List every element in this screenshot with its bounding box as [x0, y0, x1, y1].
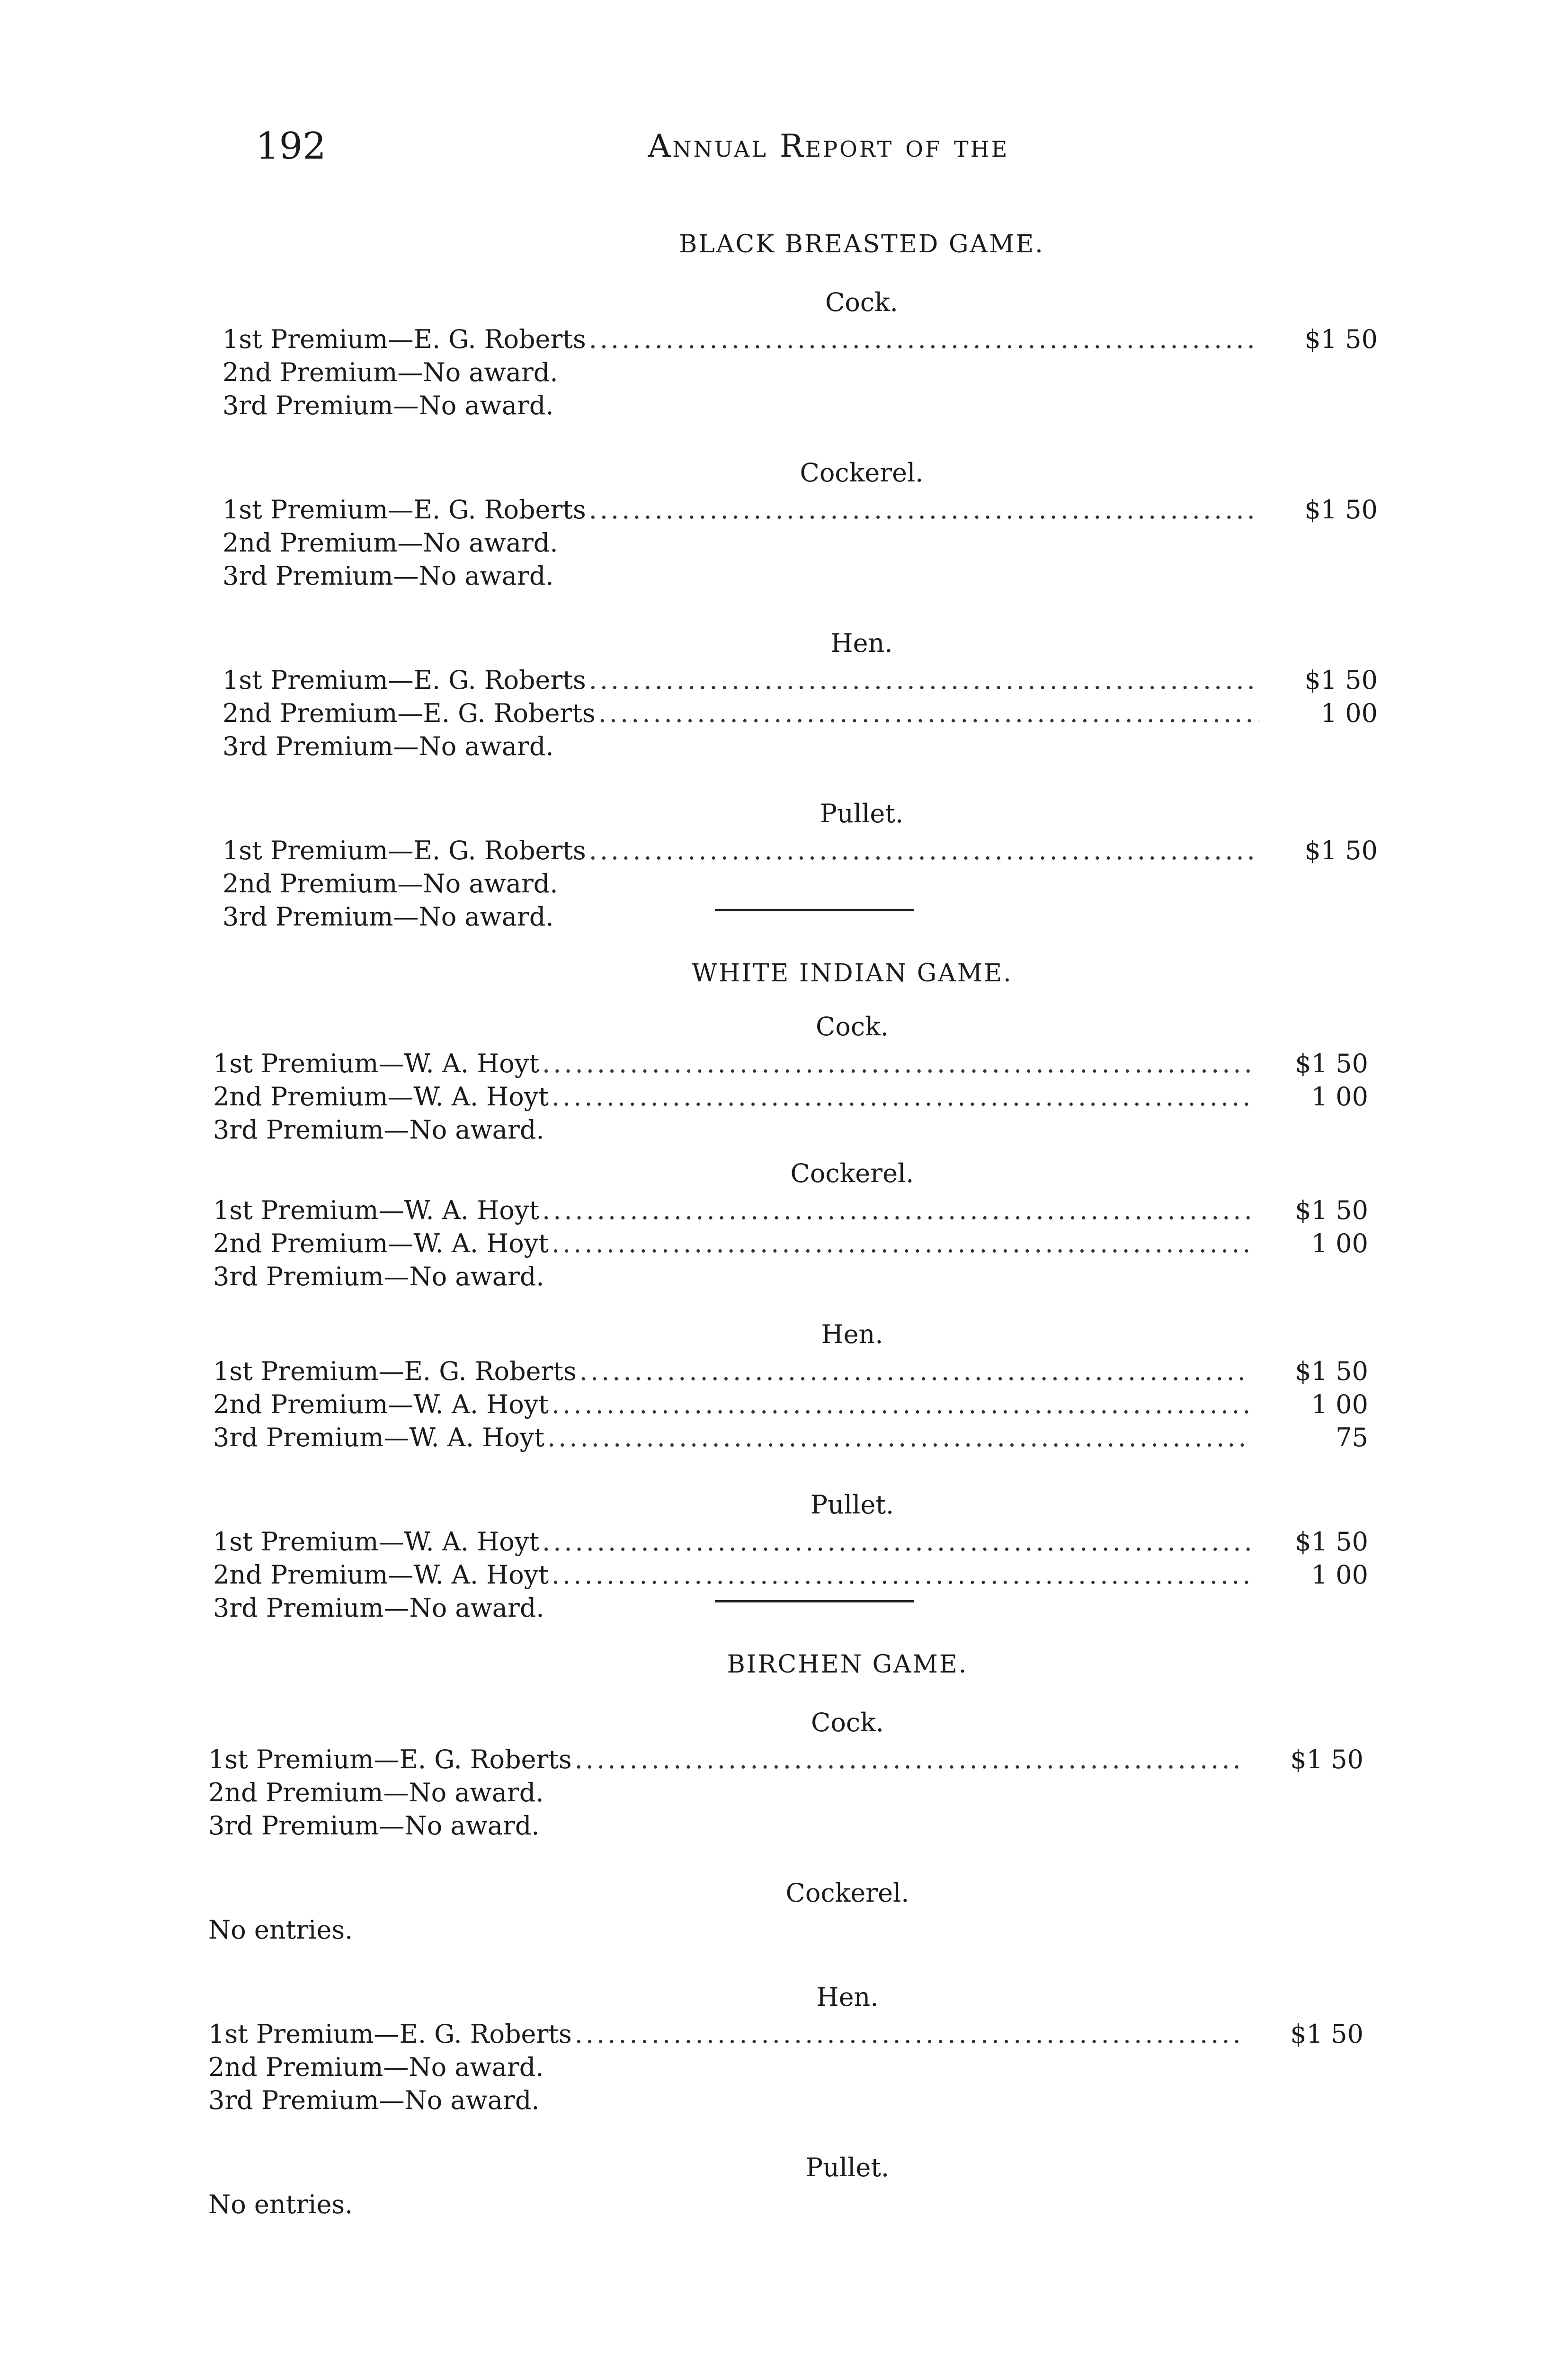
entry-label: 3rd Premium—W. A. Hoyt [213, 1423, 544, 1452]
entry-amount: $1 50 [1295, 1195, 1368, 1225]
entry-amount: 1 00 [1311, 1560, 1368, 1590]
entry-label: 1st Premium—E. G. Roberts [223, 324, 586, 354]
entry-amount: $1 50 [1295, 1049, 1368, 1078]
dot-leader [552, 1558, 1250, 1592]
subsection-title: Cockerel. [800, 458, 924, 488]
entry-label: 1st Premium—W. A. Hoyt [213, 1195, 540, 1225]
premium-entry [213, 1080, 1378, 1113]
entry-label: 2nd Premium—No award. [208, 2052, 544, 2082]
entry-amount: $1 50 [1295, 1356, 1368, 1386]
dot-leader [589, 493, 1259, 526]
subsection-hen [213, 1319, 1378, 1454]
dot-leader [552, 1227, 1250, 1260]
section-title: WHITE INDIAN GAME. [692, 959, 1013, 988]
entry-amount: 1 00 [1311, 1389, 1368, 1419]
premium-entry [208, 1776, 1373, 1809]
entry-label: 3rd Premium—No award. [213, 1262, 544, 1291]
entry-amount: $1 50 [1290, 2019, 1363, 2049]
entry-label: 1st Premium—E. G. Roberts [223, 495, 586, 525]
premium-entry [223, 560, 1387, 593]
page-number: 192 [256, 125, 326, 168]
premium-entry [223, 834, 1387, 867]
subsection-cockerel [223, 460, 1387, 593]
entry-label: 2nd Premium—W. A. Hoyt [213, 1560, 549, 1590]
subsection-cock [208, 1710, 1373, 1842]
subsection-title: Cock. [811, 1708, 884, 1737]
page-header [256, 125, 1401, 180]
entry-label: 1st Premium—E. G. Roberts [223, 836, 586, 865]
entry-label: 1st Premium—E. G. Roberts [208, 1744, 572, 1774]
premium-entry [213, 1525, 1378, 1558]
subsection-pullet [223, 801, 1387, 934]
entry-amount: $1 50 [1304, 324, 1378, 354]
premium-entry [208, 2018, 1373, 2051]
premium-entry [223, 697, 1387, 730]
subsection-title: Cock. [825, 287, 898, 317]
entry-label: 3rd Premium—No award. [223, 561, 554, 591]
subsection-pullet [208, 2155, 1373, 2221]
entry-label: 3rd Premium—No award. [223, 902, 554, 932]
section-divider [715, 1600, 914, 1602]
entry-amount: $1 50 [1304, 836, 1378, 865]
dot-leader [547, 1421, 1250, 1454]
section-divider [715, 909, 914, 911]
no-entries-note: No entries. [208, 1915, 353, 1945]
entry-label: 3rd Premium—No award. [208, 2085, 540, 2115]
subsection-title: Cock. [816, 1012, 889, 1041]
dot-leader [589, 323, 1259, 356]
dot-leader [598, 697, 1259, 730]
premium-entry [208, 2051, 1373, 2084]
premium-entry [213, 1194, 1378, 1227]
entry-amount: 75 [1336, 1423, 1368, 1452]
subsection-hen [223, 628, 1387, 763]
premium-entry [208, 2084, 1373, 2117]
subsection-cock [223, 287, 1387, 422]
dot-leader [575, 1743, 1245, 1776]
subsection-title: Hen. [830, 628, 893, 658]
subsection-title: Pullet. [805, 2153, 890, 2182]
subsection-pullet [213, 1492, 1378, 1625]
entry-label: 3rd Premium—No award. [223, 731, 554, 761]
dot-leader [589, 664, 1259, 697]
section-title: BLACK BREASTED GAME. [679, 230, 1044, 258]
entry-label: 2nd Premium—No award. [223, 869, 558, 899]
dot-leader [542, 1047, 1250, 1080]
dot-leader [589, 834, 1259, 867]
subsection-cockerel [213, 1158, 1378, 1293]
dot-leader [552, 1388, 1250, 1421]
premium-entry [213, 1047, 1378, 1080]
entry-label: 2nd Premium—No award. [223, 357, 558, 387]
premium-entry [223, 493, 1387, 526]
premium-entry [208, 1743, 1373, 1776]
entry-label: 1st Premium—W. A. Hoyt [213, 1049, 540, 1078]
dot-leader [579, 1355, 1250, 1388]
dot-leader [552, 1080, 1250, 1113]
running-title: Annual Report of the [648, 128, 1009, 164]
section-black-breasted-game [223, 232, 1387, 934]
entry-label: 1st Premium—E. G. Roberts [208, 2019, 572, 2049]
section-white-indian-game [213, 961, 1378, 1625]
dot-leader [542, 1194, 1250, 1227]
entry-label: 3rd Premium—No award. [208, 1811, 540, 1841]
section-title: BIRCHEN GAME. [727, 1650, 968, 1679]
premium-entry [208, 1809, 1373, 1842]
dot-leader [542, 1525, 1250, 1558]
premium-entry [223, 867, 1387, 900]
entry-label: 1st Premium—W. A. Hoyt [213, 1527, 540, 1557]
dot-leader [575, 2018, 1245, 2051]
entry-amount: $1 50 [1295, 1527, 1368, 1557]
subsection-title: Cockerel. [785, 1878, 909, 1908]
entry-amount: $1 50 [1290, 1744, 1363, 1774]
entry-amount: 1 00 [1320, 698, 1378, 728]
entry-label: 2nd Premium—E. G. Roberts [223, 698, 596, 728]
subsection-cockerel [208, 1880, 1373, 1947]
entry-label: 2nd Premium—W. A. Hoyt [213, 1389, 549, 1419]
subsection-cock [213, 1014, 1378, 1147]
premium-entry [213, 1388, 1378, 1421]
premium-entry [223, 356, 1387, 389]
premium-entry [223, 900, 1387, 934]
entry-amount: $1 50 [1304, 665, 1378, 695]
premium-entry [213, 1592, 1378, 1625]
premium-entry [223, 730, 1387, 763]
entry-label: 2nd Premium—W. A. Hoyt [213, 1082, 549, 1112]
premium-entry [213, 1113, 1378, 1147]
subsection-title: Hen. [821, 1319, 883, 1349]
entry-amount: 1 00 [1311, 1228, 1368, 1258]
subsection-title: Hen. [816, 1982, 879, 2012]
entry-label: 2nd Premium—No award. [223, 528, 558, 558]
entry-amount: 1 00 [1311, 1082, 1368, 1112]
premium-entry [213, 1227, 1378, 1260]
entry-label: 2nd Premium—No award. [208, 1778, 544, 1807]
entry-amount: $1 50 [1304, 495, 1378, 525]
subsection-title: Pullet. [820, 799, 904, 828]
subsection-title: Pullet. [810, 1490, 894, 1520]
premium-entry [213, 1260, 1378, 1293]
premium-entry [223, 664, 1387, 697]
subsection-hen [208, 1984, 1373, 2117]
entry-label: 1st Premium—E. G. Roberts [223, 665, 586, 695]
entry-label: 2nd Premium—W. A. Hoyt [213, 1228, 549, 1258]
premium-entry [213, 1421, 1378, 1454]
entry-label: 3rd Premium—No award. [213, 1115, 544, 1145]
no-entries-note: No entries. [208, 2189, 353, 2219]
entry-label: 3rd Premium—No award. [223, 391, 554, 420]
entry-label: 3rd Premium—No award. [213, 1593, 544, 1623]
entry-label: 1st Premium—E. G. Roberts [213, 1356, 577, 1386]
section-birchen-game [208, 1652, 1373, 2221]
subsection-title: Cockerel. [790, 1158, 914, 1188]
premium-entry [223, 389, 1387, 422]
premium-entry [213, 1355, 1378, 1388]
premium-entry [223, 323, 1387, 356]
premium-entry [213, 1558, 1378, 1592]
premium-entry [223, 526, 1387, 560]
